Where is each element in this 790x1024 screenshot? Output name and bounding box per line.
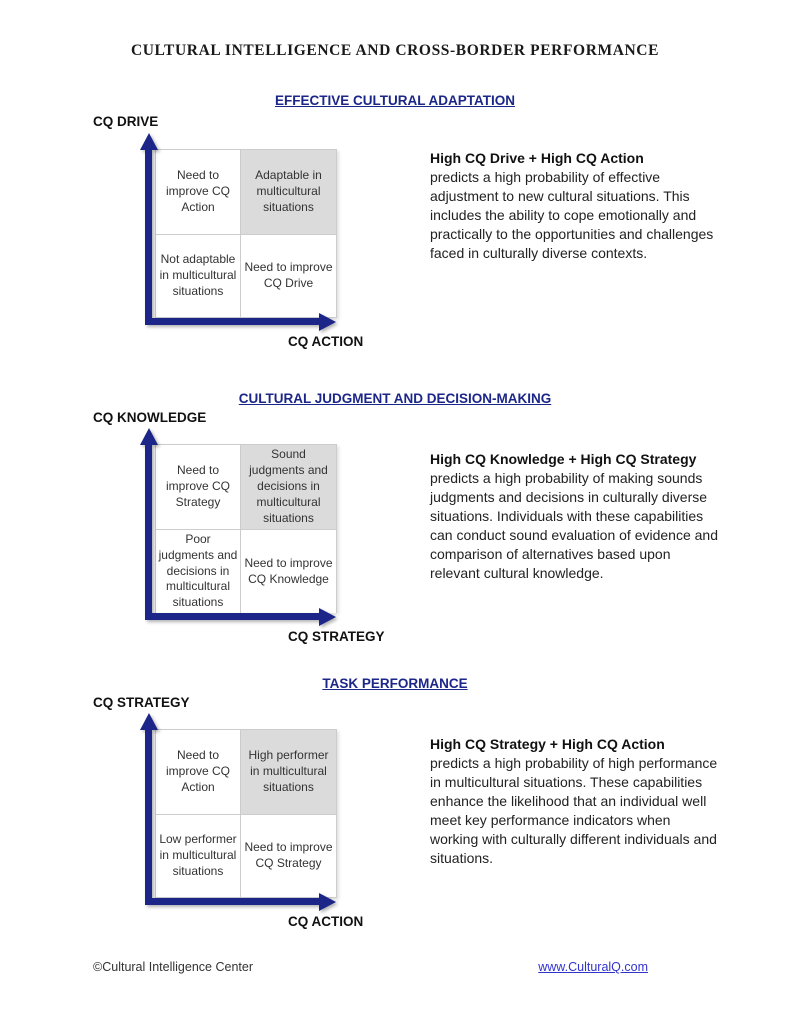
section-heading-task-performance: TASK PERFORMANCE [322, 676, 468, 691]
quadrant-bottom-right: Need to improve CQ Strategy [241, 815, 336, 897]
quadrant-top-right: High performer in multicultural situations [241, 730, 336, 814]
quadrant-bottom-right: Need to improve CQ Drive [241, 235, 336, 317]
section-heading-effective-cultural-adaptation: EFFECTIVE CULTURAL ADAPTATION [275, 93, 515, 108]
quadrant-chart-performance [140, 713, 440, 938]
description-body: predicts a high probability of making sounds judgments and decisions in culturally diverse situations. Individuals with these capabilities can conduct sound evaluation of evidence and comparison of alternatives based upon relevant cultural knowledge. [430, 470, 718, 581]
x-axis-line [145, 318, 320, 325]
quadrant-grid [155, 444, 337, 613]
quadrant-top-right: Adaptable in multicultural situations [241, 150, 336, 234]
description-title: High CQ Strategy + High CQ Action [430, 736, 665, 752]
quadrant-top-right: Sound judgments and decisions in multicultural situations [241, 445, 336, 529]
quadrant-top-left: Need to improve CQ Strategy [156, 445, 240, 529]
y-axis-arrow-icon [140, 713, 158, 730]
quadrant-grid [155, 729, 337, 898]
y-axis-line [145, 147, 152, 325]
section-description [430, 735, 722, 868]
y-axis-label-cq-drive: CQ DRIVE [93, 114, 159, 129]
x-axis-label-cq-action: CQ ACTION [288, 334, 364, 349]
quadrant-chart-judgment [140, 428, 440, 653]
y-axis-line [145, 727, 152, 905]
description-body: predicts a high probability of effective adjustment to new cultural situations. This includes the ability to cope emotionally and practically to the opportunities and challenges faced in culturally diverse contexts. [430, 169, 714, 261]
quadrant-bottom-left: Not adaptable in multicultural situations [156, 235, 240, 317]
y-axis-label-cq-strategy: CQ STRATEGY [93, 695, 190, 710]
y-axis-arrow-icon [140, 133, 158, 150]
footer-website-link[interactable]: www.CulturalQ.com [538, 960, 648, 974]
section-description [430, 450, 722, 583]
quadrant-bottom-left: Low performer in multicultural situations [156, 815, 240, 897]
quadrant-chart-adaptation [140, 133, 440, 358]
x-axis-label-cq-action: CQ ACTION [288, 914, 364, 929]
quadrant-bottom-left: Poor judgments and decisions in multicultural situations [156, 530, 240, 613]
quadrant-top-left: Need to improve CQ Action [156, 150, 240, 234]
description-title: High CQ Knowledge + High CQ Strategy [430, 451, 697, 467]
section-heading-cultural-judgment: CULTURAL JUDGMENT AND DECISION-MAKING [238, 391, 552, 406]
x-axis-label-cq-strategy: CQ STRATEGY [288, 629, 385, 644]
y-axis-label-cq-knowledge: CQ KNOWLEDGE [93, 410, 207, 425]
quadrant-top-left: Need to improve CQ Action [156, 730, 240, 814]
footer-copyright: ©Cultural Intelligence Center [93, 960, 253, 974]
y-axis-arrow-icon [140, 428, 158, 445]
page-title: CULTURAL INTELLIGENCE AND CROSS-BORDER PERFORMANCE [130, 42, 660, 59]
quadrant-grid [155, 149, 337, 318]
x-axis-line [145, 613, 320, 620]
description-title: High CQ Drive + High CQ Action [430, 150, 644, 166]
y-axis-line [145, 442, 152, 620]
quadrant-bottom-right: Need to improve CQ Knowledge [241, 530, 336, 613]
x-axis-line [145, 898, 320, 905]
section-description [430, 149, 722, 263]
description-body: predicts a high probability of high performance in multicultural situations. These capabilities enhance the likelihood that an individual well meet key performance indicators when working with culturally different individuals and situations. [430, 755, 718, 866]
